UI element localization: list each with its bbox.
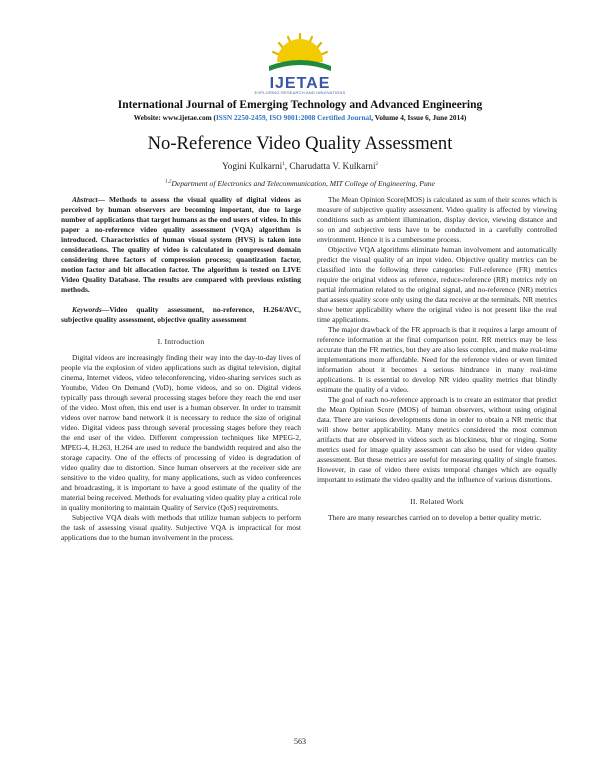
section-heading-related-work: II. Related Work (410, 497, 464, 506)
issn-link[interactable]: ISSN 2250-2459, ISO 9001:2008 Certified Journal (215, 113, 372, 122)
paragraph: The goal of each no-reference approach is to create an estimator that predict the Mean Opinion Score (MOS) of human observers, without using original data. There are various developments done in order to obtain a NR metric that will show better applicability. Many metrics considered the most common artifacts that are observed in videos such as blockiness, blur or ringing. Some metrics used for image quality assessment can also be used for video quality assessment. But these metrics are useful for measuring quality of single frames. However, in case of video there exists temporal changes which are equally important to estimate the video quality and the influence of various distortions. (317, 395, 557, 484)
abstract-text: Methods to assess the visual quality of digital videos as perceived by human observers are becoming important, due to large number of applications that target humans as the end users of video. In this paper a no-reference video quality assessment (VQA) algorithm is introduced. Characteristics of human visual system (HVS) is taken into considerations. The quality of video is calculated in compressed domain considering three factors of compression process; quantization factor, motion factor and bit allocation factor. The algorithm is tested on LIVE Video Quality Database. The results are compared with previous existing methods. (61, 195, 301, 294)
section-heading-introduction: I. Introduction (157, 337, 205, 346)
logo-tagline: EXPLORING RESEARCH AND INNOVATIONS (254, 90, 346, 95)
affiliation-sup: 1,2 (165, 179, 172, 185)
author-1-sup: 1 (282, 161, 285, 167)
author-2: , Charudatta V. Kulkarni (284, 162, 376, 172)
page-number: 563 (294, 737, 306, 746)
paragraph: There are many researches carried on to develop a better quality metric. (328, 513, 542, 522)
paper-title: No-Reference Video Quality Assessment (147, 133, 453, 154)
keywords (61, 305, 301, 325)
paragraph: The Mean Opinion Score(MOS) is calculated as sum of their scores which is measure of subjective quality assessment. Video quality is affected by viewing conditions such as ambient illumination, display device, viewing distance and so on and subjective tests have to be conducted in a carefully controlled environment. Hence it is a cumbersome process. (317, 195, 557, 244)
volume-info: , Volume 4, Issue 6, June 2014) (371, 113, 467, 122)
journal-name: International Journal of Emerging Technology and Advanced Engineering (117, 99, 483, 111)
website-prefix: Website: www.ijetae.com ( (133, 113, 216, 122)
author-1: Yogini Kulkarni (221, 162, 283, 172)
paragraph: Subjective VQA deals with methods that utilize human subjects to perform the task of assessing visual quality. Subjective VQA is impractical for most applications due to the human involvement in the process. (61, 513, 301, 542)
author-2-sup: 2 (375, 161, 379, 167)
paragraph: Digital videos are increasingly finding their way into the day-to-day lives of people via the explosion of video applications such as digital television, digital cinema, Internet videos, video teleconferencing, video-sharing services such as Youtube, Video On Demand (VoD), home videos, and so on. Digital videos typically pass through several processing stages before they reach the end user of the video. Most often, this end user is a human observer. In order to transmit videos over narrow band network it is necessary to reduce the size of original video. Digital videos pass through several processing stages before they reach the end user of the video. Different compression techniques like MPEG-2, MPEG-4, H.263, H.264 are used to reduce the bandwidth required and also the storage capacity. One of the effects of processing of video is degradation of video quality due to distortion. Since human observers at the receiver side are sensitive to the video quality, for many applications, such as video conferences and broadcasting, it is important to have a good estimate of the quality of the material being received. Methods for evaluating video quality play a critical role in quality monitoring to maintain Quality of Service (QoS) requirements. (61, 353, 301, 512)
journal-logo (255, 28, 345, 94)
right-column (317, 195, 557, 523)
affiliation-line (0, 179, 600, 188)
author-line (0, 162, 600, 172)
sun-arc-icon (277, 39, 323, 62)
keywords-text: —Video quality assessment, no-reference, H.264/AVC, subjective quality assessment, objective quality assessment (61, 305, 301, 324)
keywords-label: Keywords (72, 305, 102, 314)
left-column (61, 195, 301, 543)
affiliation: Department of Electronics and Telecommunication, MIT College of Engineering, Pune (171, 179, 435, 188)
journal-website-line (0, 113, 600, 122)
abstract (61, 195, 301, 295)
paragraph: Objective VQA algorithms eliminate human involvement and automatically predict the visual quality of an input video. Objective quality metrics can be classified into the following three categories: Full-reference (FR) metrics require the original videos as reference, reduce-reference (RR) metrics rely on partial information related to the original signal, and no-reference (NR) metrics that assess quality score only using the data receive at the terminals. NR metrics show better applicability where the original video is not present like the real time applications. (317, 245, 557, 324)
abstract-label: Abstract— (72, 195, 106, 204)
logo-text: IJETAE (269, 75, 331, 92)
paragraph: The major drawback of the FR approach is that it requires a large amount of reference information at the final comparison point. RR metrics may be less accurate than the FR metrics, but they are also less complex, and make real-time implementations more affordable. Need for the reference video or even limited information about it becomes a serious hindrance in many real-time applications. It is essential to develop NR video quality metrics that blindly estimate the quality of a video. (317, 325, 557, 394)
